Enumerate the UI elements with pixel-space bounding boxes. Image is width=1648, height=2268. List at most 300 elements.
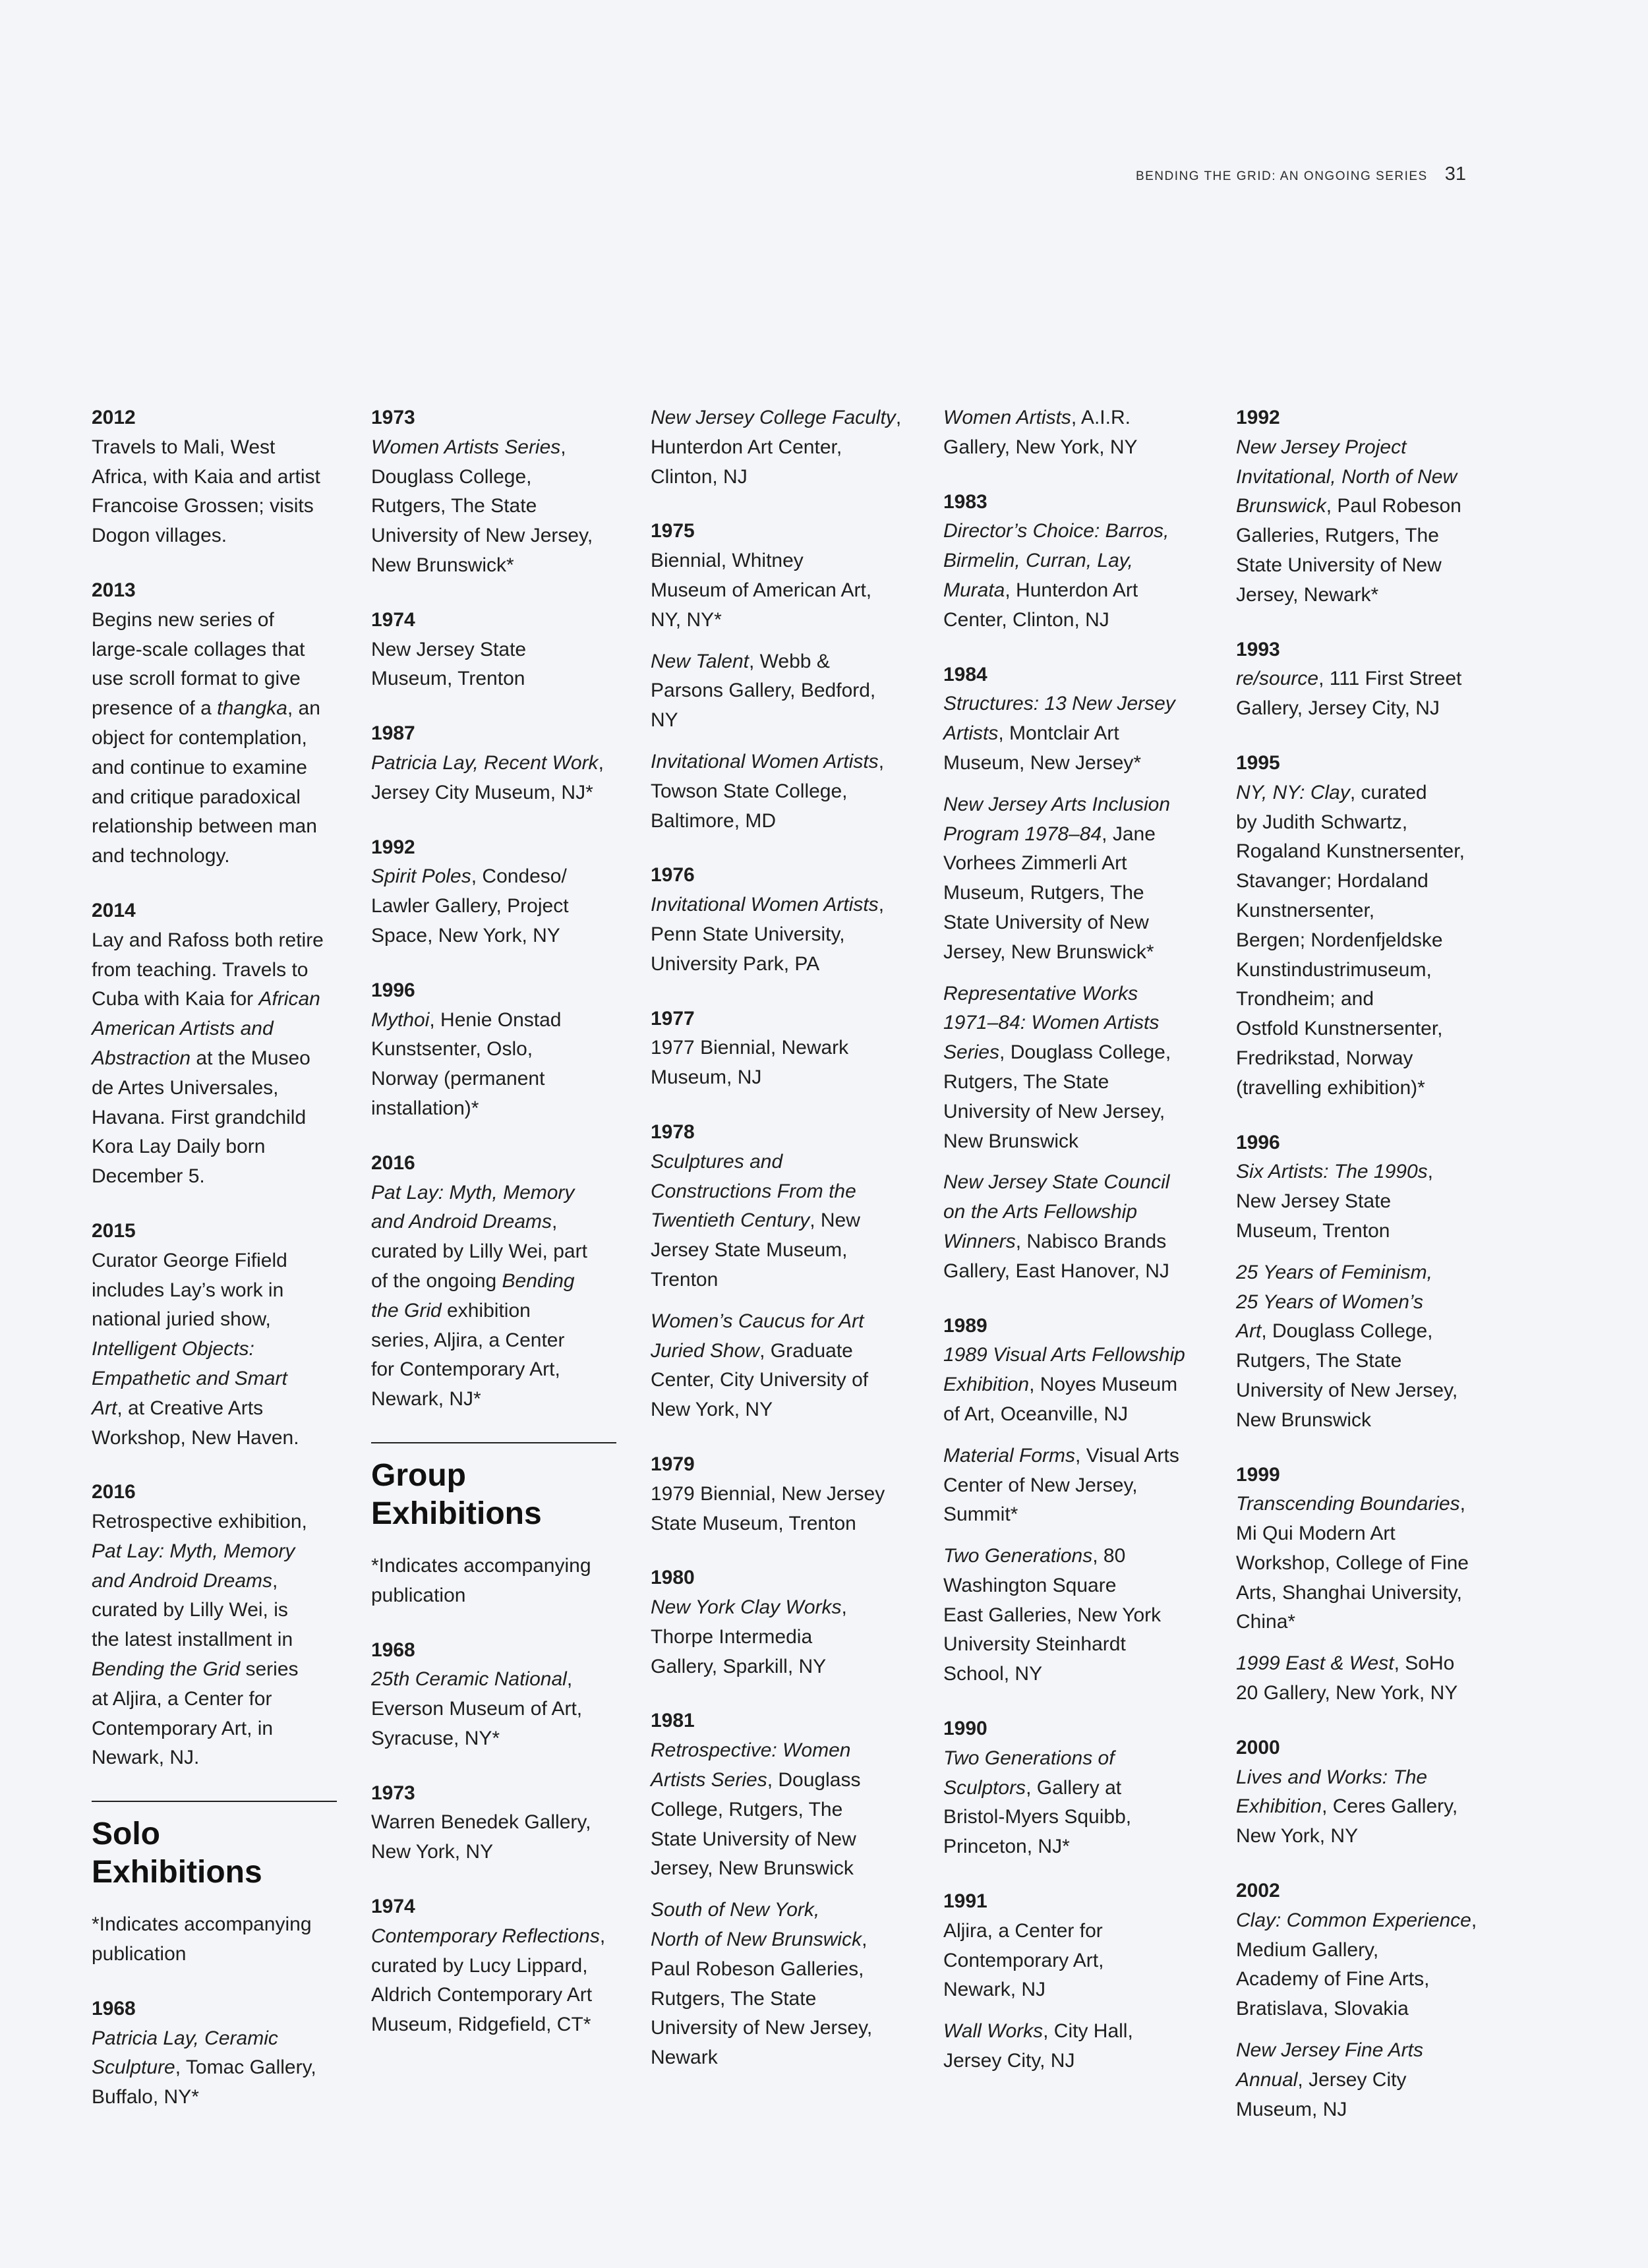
year-block (1236, 749, 1494, 1103)
year-block (943, 488, 1202, 635)
section-title-group: Group Exhibitions (371, 1457, 542, 1531)
column-2 (371, 403, 616, 2149)
entry-line (371, 1355, 616, 1385)
note-line: *Indicates accompanying (371, 1554, 591, 1577)
entry-line (943, 1370, 1202, 1400)
text-run: Francoise Grossen; visits (92, 495, 314, 517)
entry-line (651, 1623, 909, 1652)
entry-line (92, 492, 337, 521)
italic-title: Abstraction (92, 1047, 191, 1069)
text-run: Bristol-Myers Squibb, (943, 1806, 1132, 1828)
italic-title: Material Forms (943, 1444, 1076, 1467)
entry-line (1236, 1906, 1494, 1936)
entry-line (943, 1975, 1202, 2005)
year-block (92, 403, 337, 551)
text-run: Douglass College, (371, 465, 532, 488)
entry-line (651, 1265, 909, 1295)
entry-line (371, 1064, 616, 1094)
text-run: Kunstsenter, Oslo, (371, 1038, 533, 1061)
italic-title: South of New York, (651, 1899, 820, 1921)
text-run: , (841, 1596, 847, 1619)
year-block (1236, 1128, 1494, 1436)
year-block (943, 660, 1202, 1287)
italic-title: Sculpture (92, 2056, 175, 2079)
exhibition-entry (943, 1441, 1202, 1530)
text-run: at the Museo (191, 1047, 310, 1069)
text-run: Rutgers, The State (943, 1070, 1109, 1093)
text-run: Museum, NJ (1236, 2098, 1347, 2120)
entry-line (371, 1695, 616, 1724)
text-run: relationship between man (92, 815, 317, 838)
text-run: Rogaland Kunstnersenter, (1236, 840, 1465, 863)
text-run: (travelling exhibition)* (1236, 1076, 1425, 1099)
italic-title: Lives and Works: The (1236, 1766, 1428, 1788)
entry-line (943, 790, 1202, 820)
italic-title: New Talent (651, 650, 749, 672)
text-run: , Tomac Gallery, (175, 2056, 316, 2079)
entry-line (92, 1364, 337, 1394)
entry-line (651, 1766, 909, 1795)
italic-title: Wall Works (943, 2020, 1044, 2043)
text-run: , (599, 1925, 606, 1947)
text-run: Washington Square (943, 1574, 1117, 1596)
exhibition-entry (371, 1665, 616, 1753)
entry-line (1236, 926, 1494, 956)
italic-title: 1971–84: Women Artists (943, 1012, 1160, 1034)
exhibition-entry (1236, 1906, 1494, 2024)
exhibition-entry (943, 403, 1202, 463)
year-block (651, 1118, 909, 1425)
text-run: , (272, 1569, 278, 1592)
italic-title: Retrospective: Women (651, 1739, 851, 1762)
text-run: , (895, 407, 902, 428)
exhibition-entry (1236, 1157, 1494, 1246)
entry-line (651, 1955, 909, 1985)
entry-line (1236, 1822, 1494, 1851)
entry-line (943, 1542, 1202, 1571)
exhibition-entry (371, 1178, 616, 1414)
entry-line (371, 1724, 616, 1754)
exhibition-entry (1236, 1490, 1494, 1637)
italic-title: Two Generations (943, 1545, 1093, 1567)
exhibition-entry (943, 517, 1202, 635)
text-run: use scroll format to give (92, 668, 301, 690)
text-run: Everson Museum of Art, (371, 1698, 583, 1720)
year-block (651, 861, 909, 979)
text-run: , Jane (1102, 823, 1156, 845)
entry-line (371, 1981, 616, 2010)
entry-line (371, 921, 616, 951)
entry-line (92, 463, 337, 492)
entry-line (371, 433, 616, 463)
text-run: Museum of American Art, (651, 579, 872, 601)
text-run: Kunstnersenter, (1236, 899, 1375, 921)
entry-line (651, 1236, 909, 1265)
entry-line (1236, 492, 1494, 521)
entry-line (651, 1366, 909, 1395)
year-heading: 1973 (371, 407, 415, 428)
publication-note (371, 1552, 616, 1611)
year-block (943, 403, 1202, 463)
exhibition-entry (371, 433, 616, 581)
text-run: NY, NY* (651, 608, 722, 631)
entry-line (92, 1625, 337, 1655)
year-block (651, 1004, 909, 1093)
text-run: Museum, New Jersey* (943, 751, 1142, 774)
text-run: Hunterdon Art Center, (651, 436, 842, 458)
entry-line (92, 956, 337, 985)
column-4 (943, 403, 1202, 2149)
entry-line (943, 1168, 1202, 1198)
text-run: Museum, NJ (651, 1066, 762, 1089)
text-run: , curated (1349, 781, 1427, 803)
entry-line (651, 777, 909, 807)
text-run: Lawler Gallery, Project (371, 895, 569, 917)
entry-line (371, 463, 616, 492)
entry-line (1236, 956, 1494, 985)
text-run: Center, City University of (651, 1369, 869, 1391)
year-heading: 1974 (371, 608, 415, 631)
exhibition-entry (92, 2024, 337, 2112)
year-block (651, 517, 909, 836)
text-run: Center, Clinton, NJ (943, 608, 1109, 631)
text-run: , at Creative Arts (117, 1397, 264, 1419)
text-run: de Artes Universales, (92, 1076, 279, 1099)
text-run: Dogon villages. (92, 525, 227, 547)
year-heading: 1978 (651, 1120, 695, 1143)
year-block (943, 1312, 1202, 1690)
text-run: includes Lay’s work in (92, 1279, 284, 1301)
running-head-title: BENDING THE GRID: AN ONGOING SERIES (1135, 169, 1428, 183)
exhibition-entry (943, 689, 1202, 778)
entry-line (92, 2053, 337, 2083)
exhibition-entry (651, 747, 909, 836)
entry-line (651, 1736, 909, 1766)
entry-line (1236, 808, 1494, 838)
exhibition-entry (651, 1480, 909, 1539)
italic-title: Art (1236, 1320, 1262, 1343)
text-run: Museum, Trenton (371, 668, 525, 690)
entry-line (92, 2083, 337, 2112)
entry-line (1236, 694, 1494, 724)
year-block (1236, 1733, 1494, 1851)
exhibition-entry (1236, 1649, 1494, 1708)
year-heading: 1977 (651, 1007, 695, 1030)
year-heading: 1996 (1236, 1131, 1280, 1153)
year-block (371, 403, 616, 581)
entry-line (651, 706, 909, 736)
entry-line (92, 1424, 337, 1453)
entry-line (371, 749, 616, 778)
italic-title: Sculptors (943, 1776, 1026, 1799)
text-run: Newark, NJ* (371, 1388, 481, 1410)
italic-title: Sculptures and (651, 1150, 783, 1173)
italic-title: Intelligent Objects: (92, 1338, 254, 1360)
text-run: Lay and Rafoss both retire (92, 929, 324, 951)
text-run: , (560, 436, 566, 458)
entry-line (943, 1601, 1202, 1631)
text-run: Newark (651, 2047, 718, 2069)
entry-line (1236, 867, 1494, 896)
italic-title: New Jersey College Faculty (651, 407, 896, 428)
entry-line (651, 1307, 909, 1337)
entry-line (651, 890, 909, 920)
year-block (92, 1478, 337, 1773)
entry-line (943, 1832, 1202, 1862)
year-heading: 1995 (1236, 751, 1280, 774)
year-block (92, 576, 337, 871)
year-block (92, 1217, 337, 1453)
text-run: Kunstindustrimuseum, (1236, 958, 1432, 981)
entry-line (371, 1094, 616, 1124)
entry-line (371, 521, 616, 551)
entry-line (943, 606, 1202, 635)
year-heading: 1976 (651, 864, 695, 887)
italic-title: 25 Years of Feminism, (1236, 1261, 1432, 1283)
italic-title: New Jersey State Council (943, 1171, 1170, 1194)
text-run: , Graduate (759, 1339, 853, 1362)
italic-title: Exhibition (943, 1374, 1030, 1396)
text-run: Aljira, a Center for (943, 1919, 1103, 1942)
italic-title: African (258, 988, 320, 1010)
year-heading: 2016 (371, 1151, 415, 1174)
year-block (651, 1706, 909, 2073)
entry-line (1236, 2066, 1494, 2095)
entry-line (92, 1596, 337, 1625)
text-run: , City Hall, (1043, 2020, 1133, 2043)
entry-line (943, 2047, 1202, 2076)
entry-line (943, 879, 1202, 908)
text-run: Penn State University, (651, 923, 845, 945)
text-run: Rutgers, The State (1236, 1350, 1402, 1372)
entry-line (371, 664, 616, 694)
italic-title: Two Generations of (943, 1747, 1115, 1769)
text-run: Paul Robeson Galleries, (651, 1958, 864, 1980)
text-run: Mi Qui Modern Art (1236, 1523, 1396, 1545)
year-heading: 1999 (1236, 1463, 1280, 1486)
italic-title: Exhibition (1236, 1795, 1322, 1818)
text-run: , A.I.R. (1071, 407, 1131, 428)
column-3 (651, 403, 909, 2149)
text-run: , Condeso/ (471, 865, 567, 888)
entry-line (943, 689, 1202, 719)
italic-title: New Jersey Fine Arts (1236, 2039, 1423, 2062)
entry-line (943, 1400, 1202, 1430)
entry-line (943, 1774, 1202, 1803)
entry-line (651, 576, 909, 606)
text-run: , Montclair Art (998, 722, 1119, 745)
text-run: 20 Gallery, New York, NY (1236, 1682, 1458, 1704)
chronology-columns (92, 403, 1494, 2149)
exhibition-entry (92, 1507, 337, 1773)
text-run: New York, NY (371, 1841, 494, 1863)
section-title-solo: Solo Exhibitions (92, 1817, 262, 1890)
entry-line (1236, 1549, 1494, 1579)
italic-title: Pat Lay: Myth, Memory (92, 1540, 295, 1562)
entry-line (1236, 1649, 1494, 1679)
entry-line (371, 1808, 616, 1838)
exhibition-entry (651, 1896, 909, 2073)
entry-line (92, 1537, 337, 1567)
entry-line (651, 1985, 909, 2014)
entry-line (92, 1567, 337, 1596)
exhibition-entry (943, 1542, 1202, 1689)
entry-line (371, 1237, 616, 1267)
entry-line (92, 1103, 337, 1133)
entry-line (651, 1652, 909, 1682)
entry-line (92, 1246, 337, 1276)
entry-line (1236, 1317, 1494, 1347)
entry-line (92, 753, 337, 783)
italic-title: Invitational Women Artists (651, 894, 879, 916)
entry-line (943, 546, 1202, 576)
text-run: curated by Lucy Lippard, (371, 1954, 588, 1977)
exhibition-entry (943, 1917, 1202, 2005)
text-run: University of New Jersey, (371, 525, 593, 547)
entry-line (1236, 581, 1494, 610)
italic-title: 25th Ceramic National (371, 1668, 567, 1691)
italic-title: Women’s Caucus for Art (651, 1310, 864, 1332)
italic-title: Invitational, North of New (1236, 465, 1457, 488)
entry-line (943, 576, 1202, 606)
italic-title: Murata (943, 579, 1005, 601)
text-run: University of New Jersey, (943, 1100, 1165, 1122)
text-run: , Hunterdon Art (1005, 579, 1138, 601)
text-run: , Douglass College, (999, 1041, 1171, 1064)
entry-line (651, 747, 909, 777)
text-run: the latest installment in (92, 1629, 293, 1651)
entry-line (943, 1008, 1202, 1038)
text-run: Stavanger; Hordaland (1236, 870, 1428, 892)
entry-line (1236, 837, 1494, 867)
italic-title: Empathetic and Smart (92, 1367, 287, 1389)
text-run: curated by Lilly Wei, part (371, 1240, 587, 1263)
italic-title: Twentieth Century (651, 1209, 810, 1232)
text-run: , (566, 1668, 573, 1691)
entry-line (1236, 778, 1494, 808)
text-run: , (1471, 1909, 1477, 1931)
entry-line (651, 676, 909, 706)
entry-line (943, 1038, 1202, 1068)
exhibition-entry (1236, 778, 1494, 1103)
entry-line (371, 1178, 616, 1208)
exhibition-entry (371, 862, 616, 950)
text-run: New York, NY (1236, 1825, 1359, 1847)
year-heading: 1996 (371, 979, 415, 1001)
text-run: Cuba with Kaia for (92, 988, 259, 1010)
italic-title: Winners (943, 1230, 1016, 1252)
italic-title: Pat Lay: Myth, Memory (371, 1181, 575, 1204)
entry-line (92, 1685, 337, 1714)
italic-title: Constructions From the (651, 1180, 856, 1202)
entry-line (943, 433, 1202, 463)
text-run: Rutgers, The State (371, 495, 537, 517)
text-run: State Museum, Trenton (651, 1512, 856, 1534)
exhibition-entry (651, 1593, 909, 1681)
text-run: Newark, NJ. (92, 1747, 200, 1769)
year-block (371, 1149, 616, 1414)
entry-line (943, 2017, 1202, 2047)
text-run: Jersey, New Brunswick (651, 1857, 854, 1880)
text-run: Summit* (943, 1503, 1018, 1526)
text-run: Gallery, East Hanover, NJ (943, 1260, 1169, 1282)
text-run: December 5. (92, 1165, 205, 1188)
entry-line (1236, 2095, 1494, 2125)
entry-line (1236, 1157, 1494, 1187)
text-run: Gallery, Jersey City, NJ (1236, 697, 1440, 720)
text-run: , SoHo (1394, 1652, 1455, 1675)
entry-line (651, 1148, 909, 1177)
year-block (943, 1887, 1202, 2076)
exhibition-entry (651, 647, 909, 736)
text-run: , 111 First Street (1318, 668, 1462, 690)
entry-line (651, 647, 909, 677)
section-rule (371, 1442, 616, 1443)
entry-line (92, 1044, 337, 1074)
entry-line (943, 1441, 1202, 1471)
text-run: China* (1236, 1611, 1296, 1633)
entry-line (651, 950, 909, 979)
entry-line (651, 1509, 909, 1539)
text-run: School, NY (943, 1663, 1043, 1685)
entry-line (1236, 1579, 1494, 1608)
year-heading: 1987 (371, 722, 415, 745)
entry-line (92, 1276, 337, 1306)
entry-line (92, 606, 337, 635)
year-block (371, 1636, 616, 1754)
year-heading: 1991 (943, 1890, 987, 1913)
entry-line (1236, 664, 1494, 694)
entry-line (651, 807, 909, 836)
entry-line (1236, 1406, 1494, 1436)
text-run: Center of New Jersey, (943, 1474, 1138, 1496)
entry-line (651, 2043, 909, 2073)
entry-line (943, 403, 1202, 433)
entry-line (1236, 1347, 1494, 1376)
text-run: , Ceres Gallery, (1322, 1795, 1458, 1818)
entry-line (371, 1296, 616, 1326)
entry-line (371, 492, 616, 521)
text-run: national juried show, (92, 1308, 271, 1331)
entry-line (1236, 1074, 1494, 1103)
exhibition-entry (371, 1006, 616, 1124)
running-head (1136, 163, 1466, 185)
italic-title: New York Clay Works (651, 1596, 842, 1619)
entry-line (651, 920, 909, 950)
text-run: Baltimore, MD (651, 809, 777, 832)
italic-title: 25 Years of Women’s (1236, 1291, 1424, 1313)
year-heading: 1973 (371, 1782, 415, 1804)
exhibition-entry (943, 1744, 1202, 1862)
entry-line (943, 908, 1202, 938)
italic-title: Program 1978–84 (943, 823, 1102, 845)
entry-line (1236, 1994, 1494, 2024)
italic-title: Art (92, 1397, 117, 1419)
entry-line (1236, 1217, 1494, 1246)
text-run: from teaching. Travels to (92, 958, 309, 981)
text-run: exhibition (441, 1299, 531, 1322)
entry-line (1236, 1288, 1494, 1318)
entry-line (92, 1162, 337, 1192)
entry-line (943, 1341, 1202, 1370)
entry-line (371, 551, 616, 581)
text-run: Warren Benedek Gallery, (371, 1811, 591, 1834)
italic-title: Series (943, 1041, 1000, 1064)
italic-title: Juried Show (651, 1339, 760, 1362)
entry-line (943, 820, 1202, 850)
entry-line (943, 1097, 1202, 1127)
entry-line (1236, 521, 1494, 551)
